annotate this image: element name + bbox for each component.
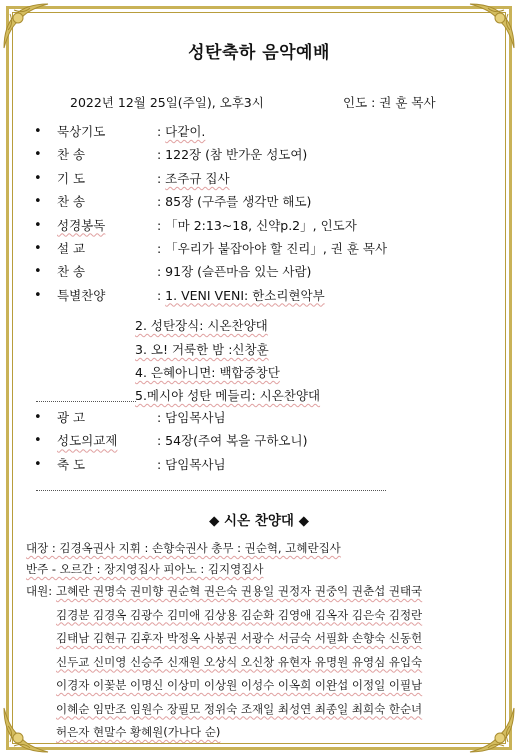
members-names: 이경자 이꽃분 이명신 이상미 이상원 이성수 이옥희 이완섭 이정일 이필남 bbox=[56, 678, 423, 692]
order-item bbox=[30, 190, 470, 213]
order-sep: : bbox=[153, 147, 166, 163]
bullet: • bbox=[34, 147, 42, 163]
order-sep: : bbox=[153, 410, 166, 425]
service-date: 2022년 12월 25일(주일), 오후3시 bbox=[70, 95, 264, 110]
order-label: 성도의교제 bbox=[57, 433, 118, 449]
members-names: 신두교 신미영 신승주 신재원 오상식 오신창 유현자 유명원 유영심 유입숙 bbox=[56, 654, 423, 669]
order-value: 조주규 집사 bbox=[165, 170, 230, 186]
order-sep: : bbox=[153, 170, 166, 186]
members-names: 고혜란 권명숙 권미향 권순혁 권은숙 권용일 권정자 권중익 권춘섭 권태국 bbox=[56, 584, 423, 598]
order-label: 찬 송 bbox=[57, 147, 86, 163]
members-label: 대원: bbox=[26, 584, 53, 598]
bullet: • bbox=[34, 240, 42, 256]
order-label: 광 고 bbox=[57, 410, 86, 425]
special-item: 4. 은혜아니면: 백합중창단 bbox=[135, 365, 280, 380]
order-value: 담임목사님 bbox=[165, 410, 226, 425]
order-label: 묵상기도 bbox=[57, 124, 106, 139]
order-label: 설 교 bbox=[57, 240, 86, 256]
order-item bbox=[30, 429, 470, 452]
order-of-service bbox=[30, 120, 470, 307]
divider bbox=[36, 401, 136, 402]
members-row bbox=[26, 653, 496, 677]
order-sep: : bbox=[153, 124, 166, 139]
bullet: • bbox=[34, 194, 42, 210]
order-label: 성경봉독 bbox=[57, 217, 106, 233]
members-names: 김태남 김현규 김후자 박정옥 사봉권 서광수 서금숙 서필화 손향숙 신동헌 bbox=[56, 631, 423, 645]
order-label: 찬 송 bbox=[57, 194, 86, 210]
page-title: 성탄축하 음악예배 bbox=[188, 43, 330, 63]
members-row bbox=[26, 723, 496, 747]
bullet: • bbox=[34, 170, 42, 186]
special-item: 3. 오! 거룩한 밤 :신창훈 bbox=[135, 342, 269, 357]
members-row bbox=[26, 676, 496, 700]
order-item bbox=[30, 120, 470, 143]
order-item bbox=[30, 214, 470, 237]
order-value: 「우리가 붙잡아야 할 진리」, 권 훈 목사 bbox=[165, 240, 388, 256]
order-value: 담임목사님 bbox=[165, 456, 226, 472]
order-label: 찬 송 bbox=[57, 264, 86, 280]
members-names: 허은자 현말수 황혜원(가나다 순) bbox=[56, 725, 221, 739]
members-row bbox=[26, 582, 496, 606]
order-sep: : bbox=[153, 217, 166, 233]
bullet: • bbox=[34, 264, 42, 280]
order-value: 122장 (참 반가운 성도여) bbox=[165, 147, 308, 163]
order-item bbox=[30, 260, 470, 283]
service-leader: 인도 : 권 훈 목사 bbox=[343, 95, 436, 110]
order-value: 85장 (구주를 생각만 해도) bbox=[165, 194, 312, 210]
order-label: 특별찬양 bbox=[57, 287, 106, 303]
members-row bbox=[26, 606, 496, 630]
order-sep: : bbox=[153, 240, 166, 256]
order-sep: : bbox=[153, 287, 166, 303]
order-item bbox=[30, 167, 470, 190]
choir-accompanists: 반주 - 오르간 : 장지영집사 피아노 : 김지영집사 bbox=[26, 562, 264, 576]
order-item bbox=[30, 453, 470, 476]
divider bbox=[36, 490, 386, 491]
bullet: • bbox=[34, 456, 42, 472]
members-names: 김경분 김경옥 김광수 김미애 김상용 김순화 김영애 김옥자 김은숙 김정란 bbox=[56, 607, 423, 622]
order-value: 54장(주여 복을 구하오니) bbox=[165, 433, 308, 449]
order-item bbox=[30, 237, 470, 260]
order-sep: : bbox=[153, 264, 166, 280]
order-label: 기 도 bbox=[57, 170, 86, 186]
order-sep: : bbox=[153, 456, 166, 472]
choir-title: ◆ 시온 찬양대 ◆ bbox=[208, 513, 310, 529]
bullet: • bbox=[34, 124, 42, 139]
members-row bbox=[26, 700, 496, 724]
order-of-service-end bbox=[30, 406, 470, 476]
bullet: • bbox=[34, 287, 42, 303]
members-names: 이혜순 임만조 임원수 장필모 정위숙 조재일 최성연 최종일 최희숙 한순녀 bbox=[56, 701, 423, 716]
order-item bbox=[30, 406, 470, 429]
order-value: 「마 2:13~18, 신약p.2」, 인도자 bbox=[165, 217, 357, 233]
bullet: • bbox=[34, 217, 42, 233]
order-label: 축 도 bbox=[57, 456, 86, 472]
order-value: 1. VENI VENI: 한소리현악부 bbox=[165, 287, 325, 303]
special-item: 2. 성탄장식: 시온찬양대 bbox=[135, 318, 268, 333]
choir-officers: 대장 : 김경옥권사 지휘 : 손향숙권사 총무 : 권순혁, 고혜란집사 bbox=[26, 541, 341, 555]
order-value: 다같이. bbox=[165, 124, 206, 139]
special-item: 5.메시야 성탄 메들리: 시온찬양대 bbox=[135, 388, 321, 403]
order-value: 91장 (슬픈마음 있는 사람) bbox=[165, 264, 312, 280]
members-row bbox=[26, 629, 496, 653]
choir-members bbox=[26, 582, 496, 747]
order-sep: : bbox=[153, 194, 166, 210]
order-sep: : bbox=[153, 433, 166, 449]
order-item bbox=[30, 143, 470, 166]
order-item bbox=[30, 284, 470, 307]
bullet: • bbox=[34, 410, 42, 425]
bullet: • bbox=[34, 433, 42, 449]
